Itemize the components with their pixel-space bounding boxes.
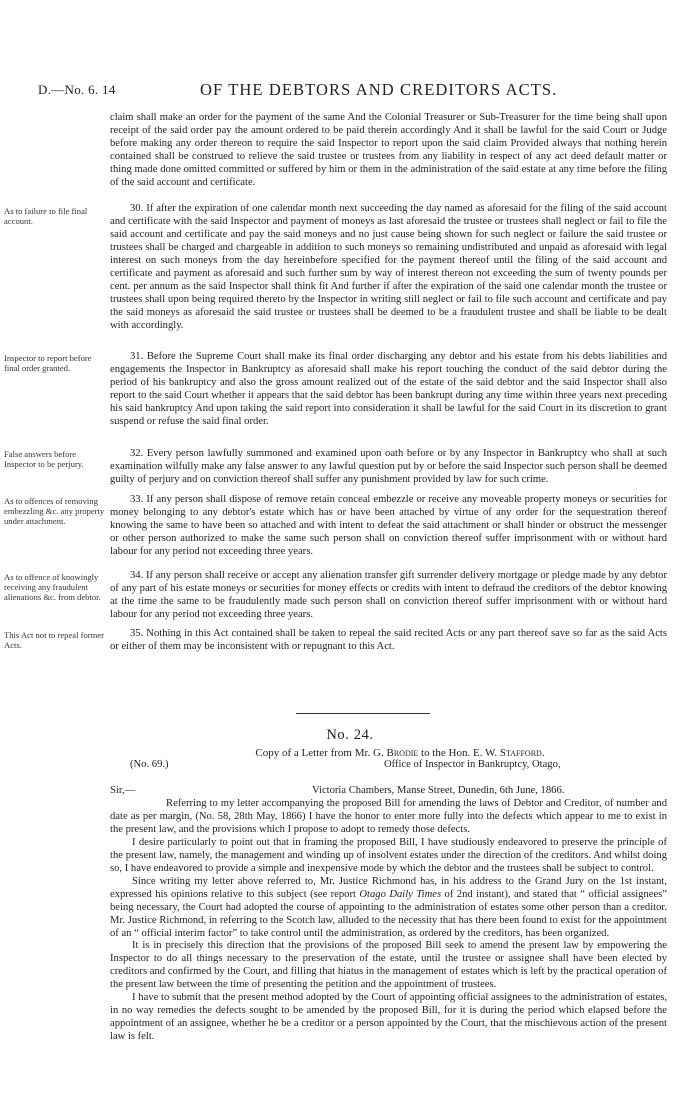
letter-body [110, 798, 667, 1044]
letter-paragraph-1: Referring to my letter accompanying the proposed Bill for amending the laws of Debtor and Creditor, of number and date as per margin, (No. 58, 28th May, 1866) I have the honor to enter more fully into the defects which appear to me to exist in the present law, and the provisions which I propose to adopt to remedy those defects. [110, 798, 667, 835]
running-title: OF THE DEBTORS AND CREDITORS ACTS. [200, 80, 558, 99]
sidenote-false-answers: False answers before Inspector to be perjury. [4, 449, 84, 469]
sidenote-fraudulent-alienations: As to offence of knowingly receiving any fraudulent alienations &c. from debtor. [4, 572, 101, 602]
sidenote-inspector-report: Inspector to report before final order granted. [4, 353, 92, 373]
title-prefix: Copy of a Letter from Mr. [255, 747, 371, 759]
paragraph-section-34: 34. If any person shall receive or accept any alienation transfer gift surrender delivery mortgage or pledge made by any debtor of any part of his estate moneys or securities for money effects or credits with intent to defraud the creditors of the debtor knowing at the time the same to be fraudulently made such person shall on conviction thereof suffer imprisonment with or without hard labour for any period not exceeding three years. [110, 570, 667, 620]
sender-name: Brodie [386, 747, 419, 759]
section-35 [110, 628, 667, 654]
p3-text-b: of 2nd instant), and stated that “ official assignees” being necessary, the Court had adopted the course of appointing to the administration of estates some other person than a creditor. Mr. Justice Richmond, in referring to the Scotch law, alluded to the necessity that has there been found to exist for the appointment of an “ official interim factor” to take control until the administration, as ordered by the creditors, has been organized. [110, 888, 668, 939]
sender-initial: G. [373, 747, 384, 759]
office-line: Office of Inspector in Bankruptcy, Otago, [384, 759, 561, 770]
title-mid: to the Hon. E. W. [421, 747, 498, 759]
letter-number: No. 24. [326, 727, 374, 743]
letter-reference: (No. 69.) [130, 759, 169, 770]
section-33 [110, 494, 667, 559]
sidenote-failure-to-file: As to failure to file final account. [4, 206, 88, 226]
paragraph-section-32: 32. Every person lawfully summoned and examined upon oath before or by any Inspector in Bankruptcy who shall at such examination wilfully make any false answer to any lawful question put by or before the said Inspector such person shall be deemed guilty of perjury and on conviction thereof shall suffer any punishment provided by law for such crime. [110, 448, 667, 485]
letter-paragraph-5: I have to submit that the present method adopted by the Court of appointing official assignees to the administration of estates, in no way remedies the defects sought to be amended by the proposed Bill, for it is during the period which elapsed before the appointment of an assignee, whether he be a creditor or a person appointed by the Court, that the mischievous action of the present law is felt. [110, 992, 667, 1043]
salutation: Sir,— [110, 785, 136, 796]
paragraph-claim: claim shall make an order for the payment of the same And the Colonial Treasurer or Sub-Treasurer for the time being shall upon receipt of the said order pay the amount ordered to be paid therein accordingly And it shall be lawful for the said Court or Judge before making any order thereon to require the said Inspector to report upon the said claim Provided always that nothing herein contained shall be construed to relieve the said trustee or trustees from any liability in respect of any act deed default matter or thing made done omitted committed or suffered by him or them in the administration of the said estate at any time before the filing of the said account and certificate. [110, 112, 667, 188]
letter-title [130, 747, 670, 759]
paragraph-section-31: 31. Before the Supreme Court shall make its final order discharging any debtor and his estate from his debts liabilities and engagements the Inspector in Bankruptcy as aforesaid shall make his report touching the conduct of the said debtor during the period of his bankruptcy and also the gross amount realized out of the estate of the said debtor and the said Inspector shall also report to the said Court whether it appears that the said debtor has been bankrupt during any time within three years next preceding his said bankruptcy And upon taking the said report into consideration it shall be lawful for the said Court in its discretion to grant suspend or refuse the said final order. [110, 351, 667, 427]
section-31 [110, 351, 667, 429]
section-30 [110, 203, 667, 333]
section-34 [110, 570, 667, 622]
section-divider [296, 713, 430, 714]
paragraph-section-30: 30. If after the expiration of one calendar month next succeeding the day named as aforesaid for the filing of the said account and certificate with the said Inspector and payment of moneys as last aforesaid the trustee or trustees shall neglect or fail to file the said account and certificate and pay the said moneys and no just cause being shown for such neglect or failure the said trustee or trustees shall be charged and chargeable in addition to such moneys so remaining undistributed and unpaid as aforesaid with legal interest on such moneys from the day hereinbefore specified for the payment thereof until the filing of the said account and certificate and payment as aforesaid and such further sum by way of interest thereon not exceeding the sum of twenty pounds per cent. per annum as the said Inspector shall think fit And further if after the expiration of the said one calendar month the trustee or trustees shall upon being required thereto by the Inspector in writing still neglect or fail to file such account and certificate and pay the said moneys as aforesaid the said trustee or trustees shall be deemed to be a fraudulent trustee and shall be liable to be dealt with accordingly. [110, 203, 667, 331]
paragraph-section-35: 35. Nothing in this Act contained shall be taken to repeal the said recited Acts or any part thereof save so far as the said Acts or either of them may be inconsistent with or repugnant to this Act. [110, 628, 667, 652]
section-32 [110, 448, 667, 487]
section-continuation [110, 112, 667, 190]
page-header [38, 80, 658, 102]
title-end: . [541, 747, 545, 759]
newspaper-title: Otago Daily Times [359, 888, 442, 900]
letter-paragraph-3 [110, 876, 667, 941]
letter-paragraph-2: I desire particularly to point out that in framing the proposed Bill, I have studiously endeavored to preserve the principle of the present law, namely, the management and winding up of insolvent estates under the direction of the creditors. And whilst doing so, I have endeavored to provide a simple and inexpensive mode by which the debtor and the trustees shall be subject to control. [110, 836, 667, 874]
paragraph-section-33: 33. If any person shall dispose of remove retain conceal embezzle or receive any moveable property moneys or securities for money belonging to any debtor's estate which has or have been attached by virtue of any order for the sequestration thereof knowing the same to have been so attached and with intent to defeat the said attachment or shall hinder or obstruct the messenger or other person authorized to make the same such person shall on conviction thereof suffer imprisonment with or without hard labour for any period not exceeding three years. [110, 494, 667, 557]
document-reference: D.—No. 6. 14 [38, 82, 116, 97]
p3-text-a: Since writing my letter above referred to, Mr. Justice Richmond has, in his address to the Grand Jury on the 1st instant, expressed his opinions relative to this subject (see report [110, 875, 667, 900]
sidenote-removing-property: As to offences of removing embezzling &c. any property under attachment. [4, 496, 105, 526]
address-date-line: Victoria Chambers, Manse Street, Dunedin, 6th June, 1866. [312, 785, 565, 796]
sidenote-not-repeal: This Act not to repeal former Acts. [4, 630, 104, 650]
letter-paragraph-4: It is in precisely this direction that the provisions of the proposed Bill seek to amend the present law by empowering the Inspector to do all things necessary to the preservation of the estate, until the trustee or assignee shall have been elected by creditors and confirmed by the Court, and filling that hiatus in the management of estates which is left by the practical operation of the present law between the time of presenting the petition and the appointment of trustees. [110, 940, 667, 991]
recipient-name: Stafford [499, 747, 542, 759]
